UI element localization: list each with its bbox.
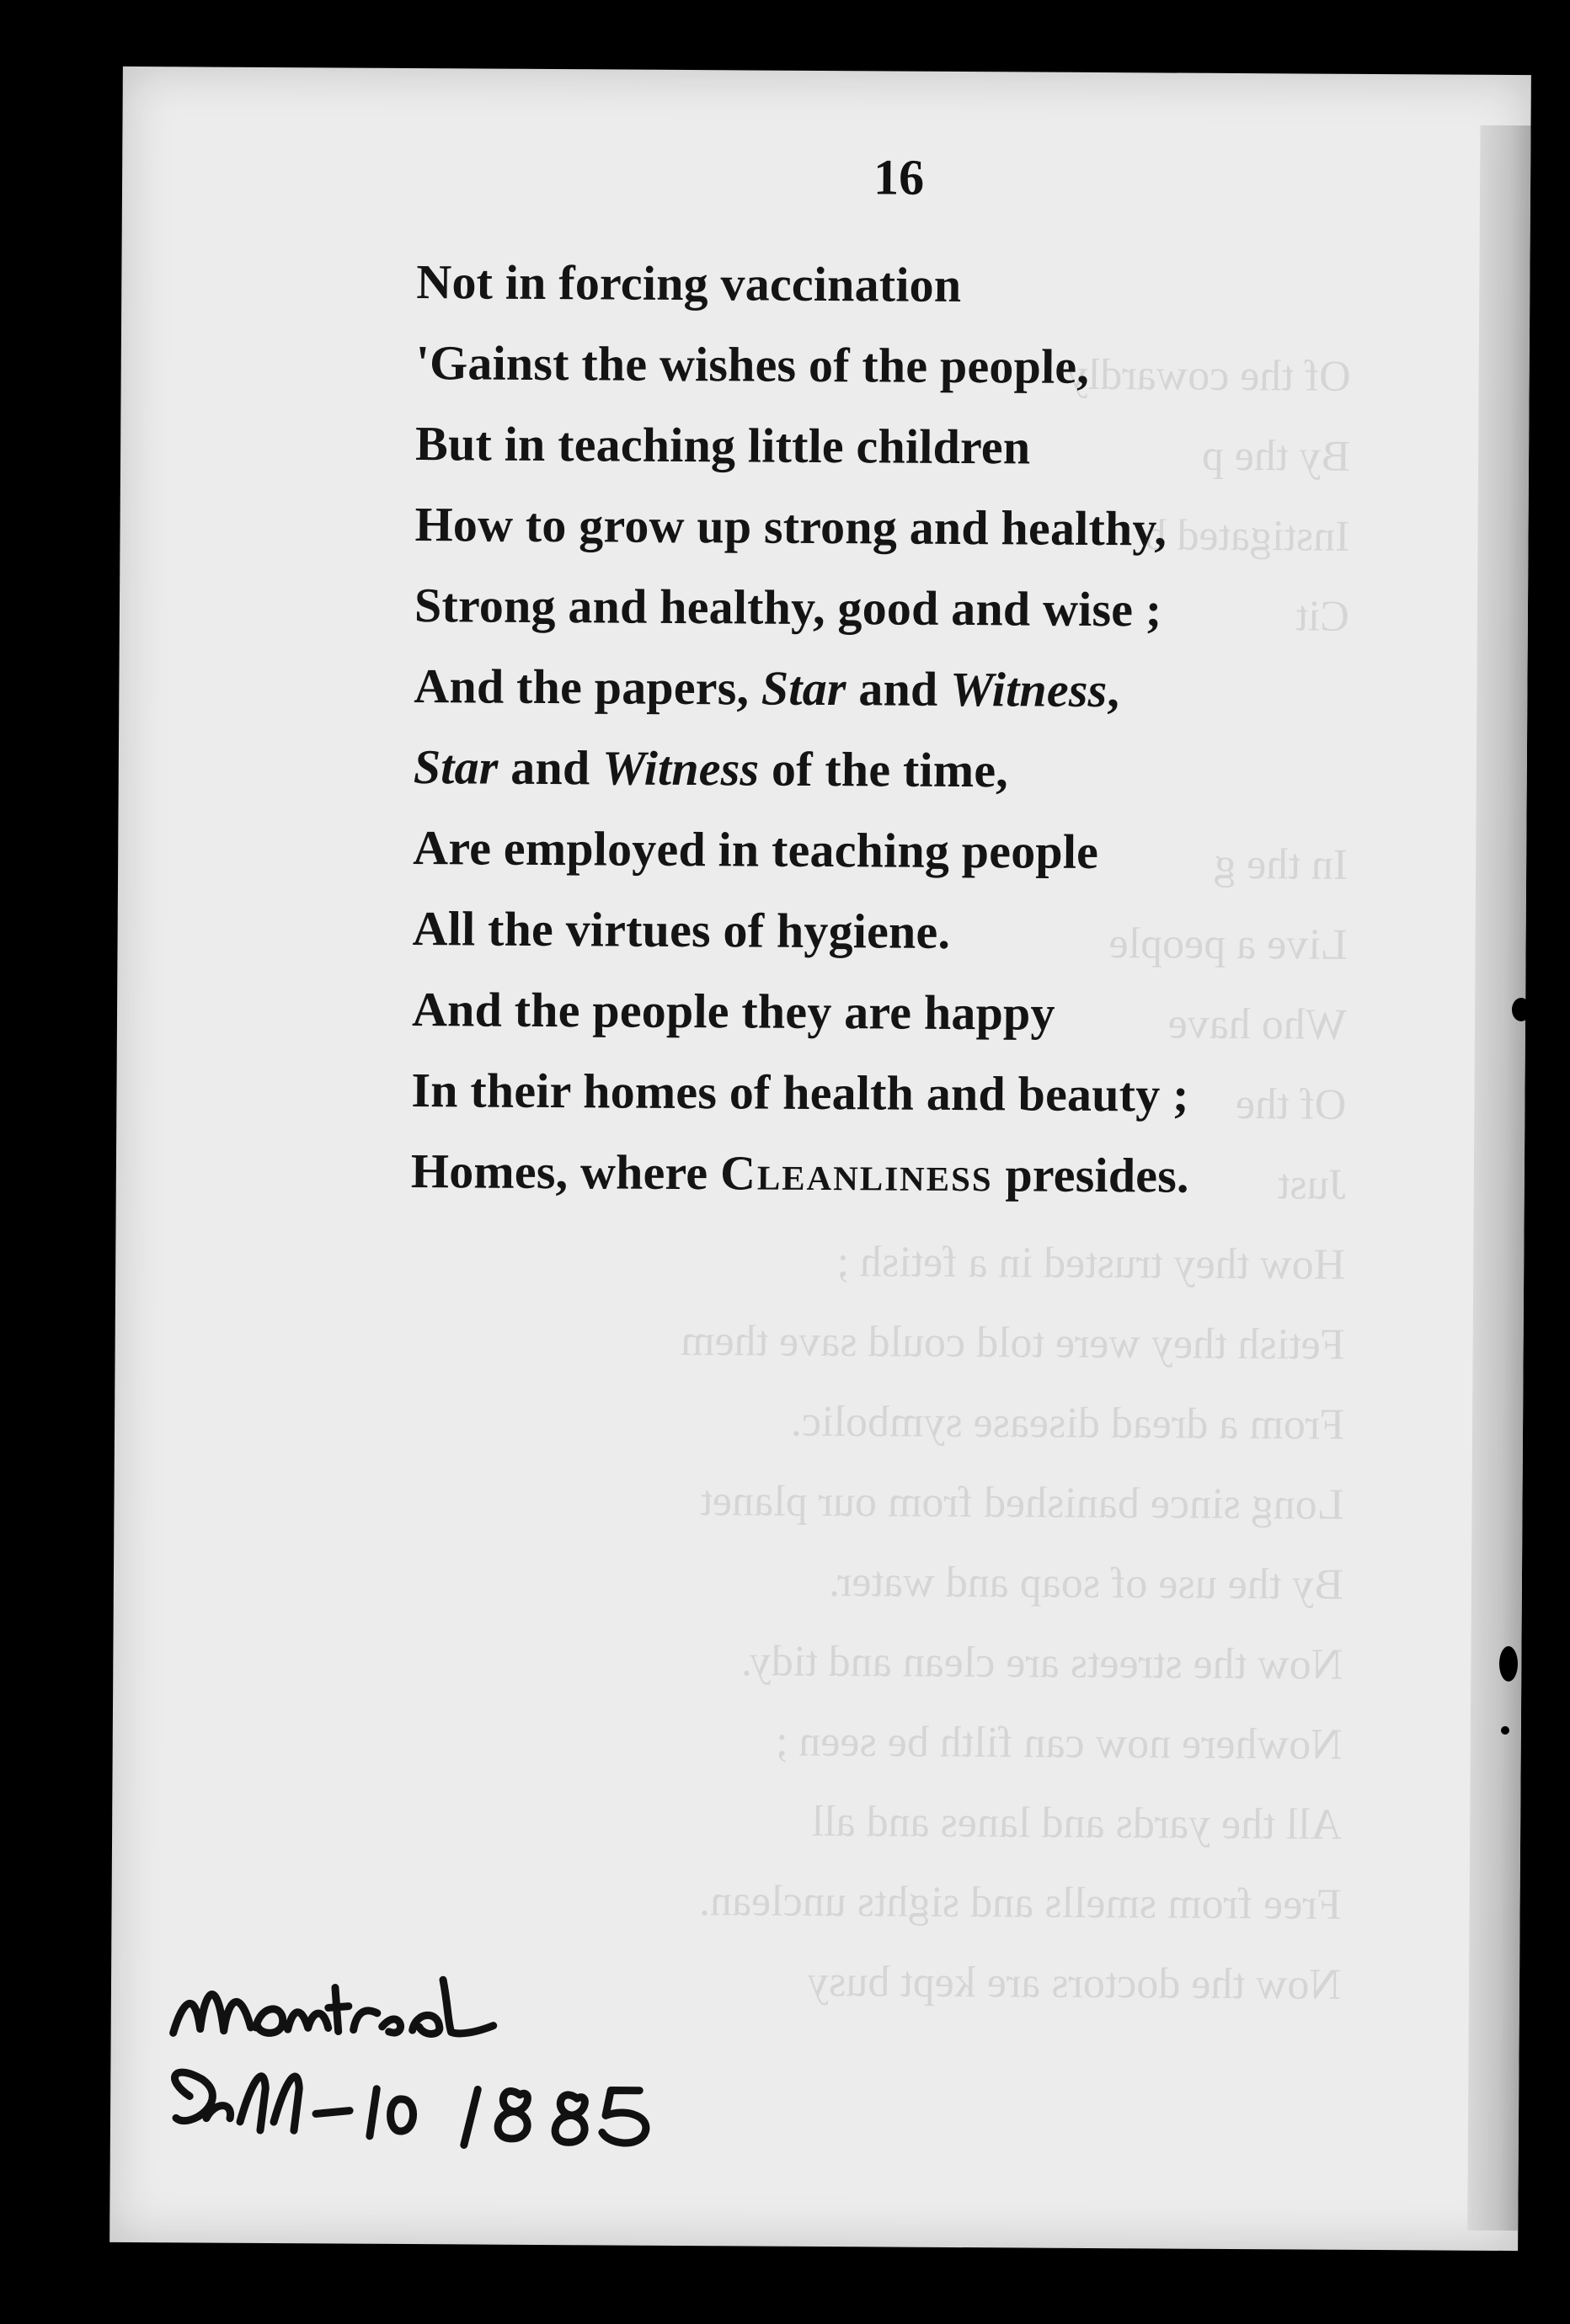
poem-line: How to grow up strong and healthy, xyxy=(414,497,1167,557)
bleed-line: Just xyxy=(1277,1160,1346,1209)
handwriting-strokes xyxy=(156,1953,831,2176)
bleed-line: Of the cowardly xyxy=(1065,350,1351,401)
bleed-line: Free from smells and sights unclean. xyxy=(698,1877,1342,1929)
binding-mark xyxy=(1501,1726,1509,1735)
bleed-line: Nowhere now can filth be seen ; xyxy=(775,1717,1343,1769)
poem-line: Star and Witness of the time, xyxy=(413,739,1009,798)
poem-line: 'Gainst the wishes of the people, xyxy=(415,335,1090,394)
bleed-line: Long since banished from our planet xyxy=(700,1477,1344,1529)
poem-text xyxy=(411,242,1428,1218)
bleed-line: Cit xyxy=(1295,592,1350,641)
bleed-line: Live a people xyxy=(1108,919,1348,969)
document-page xyxy=(109,67,1531,2251)
bleed-line: Who have xyxy=(1167,999,1348,1049)
poem-line: And the people they are happy xyxy=(411,982,1055,1041)
binding-mark xyxy=(1499,1646,1518,1682)
poem-line: All the virtues of hygiene. xyxy=(412,901,951,959)
bleed-line: Of the xyxy=(1235,1080,1347,1129)
poem-line: Are employed in teaching people xyxy=(413,820,1099,880)
poem-line: Strong and healthy, good and wise ; xyxy=(414,578,1162,637)
bleed-line: From a dread disease symbolic. xyxy=(790,1397,1345,1449)
bleed-line: Now the streets are clean and tidy. xyxy=(740,1637,1343,1689)
poem-line: In their homes of health and beauty ; xyxy=(411,1063,1189,1122)
bleed-line: How they trusted in a fetish ; xyxy=(836,1238,1346,1289)
poem-line: But in teaching little children xyxy=(414,416,1031,475)
bleed-line: Instigated b xyxy=(1144,511,1350,561)
binding-mark xyxy=(1512,998,1530,1021)
bleed-line: In the g xyxy=(1214,840,1348,889)
poem-line: And the papers, Star and Witness, xyxy=(414,658,1120,718)
poem-line: Homes, where Cleanliness presides. xyxy=(410,1143,1189,1203)
bleed-line: All the yards and lanes and all xyxy=(811,1797,1343,1849)
poem-line: Not in forcing vaccination xyxy=(416,254,962,313)
bleed-line: By the p xyxy=(1201,431,1351,481)
bleed-line: Now the doctors are kept busy xyxy=(806,1957,1342,2009)
handwritten-annotation xyxy=(156,1953,831,2176)
page-edge xyxy=(1467,125,1530,2231)
bleed-line: Fetish they were told could save them xyxy=(681,1316,1345,1369)
page-number: 16 xyxy=(873,149,925,205)
bleed-line: By the use of soap and water. xyxy=(828,1558,1344,1609)
